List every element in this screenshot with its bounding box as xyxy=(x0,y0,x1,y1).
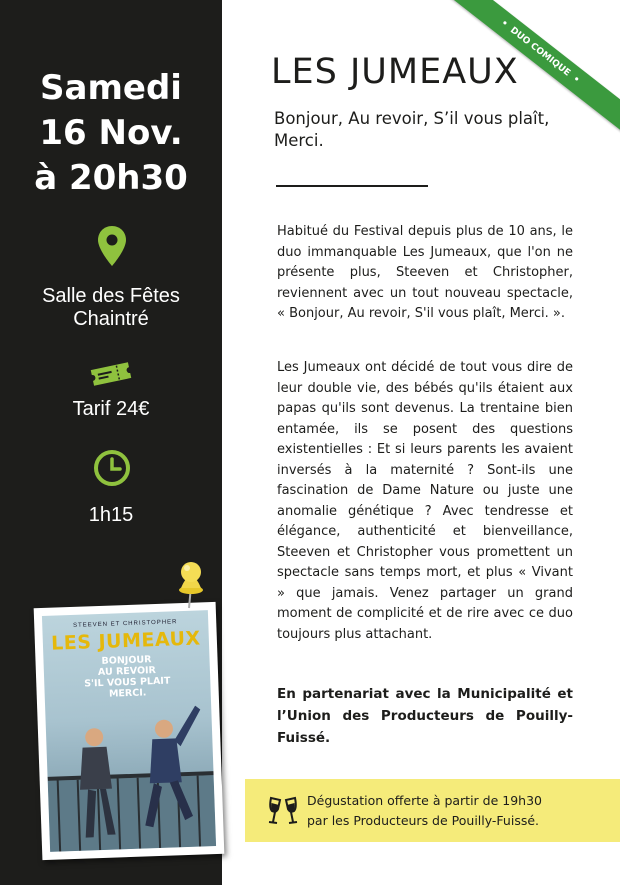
show-subtitle: Bonjour, Au revoir, S’il vous plaît, Merci. xyxy=(274,109,550,150)
ribbon-dot: • xyxy=(570,74,582,86)
clock-icon xyxy=(93,449,131,487)
poster-tagline-4: MERCI. xyxy=(108,687,147,700)
description-paragraph-1: Habitué du Festival depuis plus de 10 ans, le duo immanquable Les Jumeaux, que l'on ne présente plus, Steeven et Christopher, reviennent avec un tout nouveau spectacle, « Bonjour, Au revoir, S'il vous plaît, Merci. ». xyxy=(277,224,573,321)
show-poster xyxy=(34,602,225,860)
page-title: LES JUMEAUX xyxy=(271,52,519,92)
ticket-icon xyxy=(88,360,134,388)
poster-title: LES JUMEAUX xyxy=(50,627,201,655)
tasting-text xyxy=(307,791,542,831)
poster-tagline-3: S'IL VOUS PLAIT xyxy=(84,675,171,690)
date-month: 16 Nov. xyxy=(39,113,183,153)
venue-name: Salle des Fêtes xyxy=(42,285,180,307)
event-date xyxy=(0,66,222,201)
tasting-line-2: par les Producteurs de Pouilly-Fuissé. xyxy=(307,813,540,828)
poster-illustration xyxy=(45,705,216,852)
pushpin-icon xyxy=(174,560,208,610)
poster-tagline-2: AU REVOIR xyxy=(97,665,157,679)
date-day: Samedi xyxy=(40,68,182,108)
price: Tarif 24€ xyxy=(72,398,150,420)
poster-subtitle: STEEVEN ET CHRISTOPHER xyxy=(72,619,178,629)
duration: 1h15 xyxy=(88,504,134,526)
divider xyxy=(276,185,428,187)
map-pin-icon xyxy=(98,226,126,266)
ribbon-dot: • xyxy=(498,18,510,30)
tasting-banner xyxy=(245,779,620,842)
wine-glasses-icon xyxy=(267,794,299,828)
venue xyxy=(0,285,222,331)
poster-tagline xyxy=(43,652,210,702)
partnership-note: En partenariat avec la Municipalité et l’Union des Producteurs de Pouilly-Fuissé. xyxy=(277,686,573,746)
description-paragraph-2: Les Jumeaux ont décidé de tout vous dire de leur double vie, des bébés qu'ils étaient aux papas qu'ils sont devenus. La trentaine bien entamée, ils se posent des questions existentielles : Et si leurs parents les avaient inversés à la maternité ? Sont-ils une fascination de Dame Nature ou juste une anomalie génétique ? Avec tendresse et élégance, authenticité et bienveillance, Steeven et Christopher vous promettent un spectacle sans temps mort, et plus « Vivant » que jamais. Venez partager un grand moment de complicité et de rire avec ce duo toujours plus attachant. xyxy=(277,360,573,642)
ribbon-label: DUO COMIQUE xyxy=(508,25,572,79)
date-time: à 20h30 xyxy=(34,158,188,198)
venue-town: Chaintré xyxy=(73,308,149,330)
tasting-line-1: Dégustation offerte à partir de 19h30 xyxy=(307,793,543,808)
poster-tagline-1: BONJOUR xyxy=(101,654,152,667)
